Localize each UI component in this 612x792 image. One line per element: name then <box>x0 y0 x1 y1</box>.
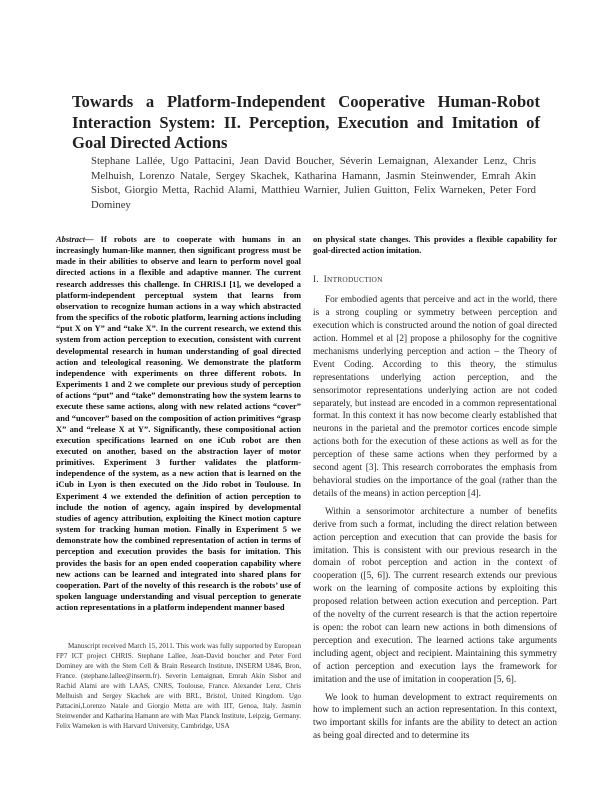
section-rest: NTRODUCTION <box>327 275 383 285</box>
section-number: I. <box>313 274 319 285</box>
paragraph-3: We look to human development to extract requirements on how to implement such an action representation. In this context, two important skills for infants are the ability to detect an action as being goal directed and to determine its <box>313 692 557 742</box>
abstract-continued: on physical state changes. This provides a flexible capability for goal-directed action imitation. <box>313 234 557 256</box>
abstract-body: If robots are to cooperate with humans in an increasingly human-like manner, then significant progress must be made in their abilities to observe and learn to perform novel goal directed actions in a flexible and adaptive manner. The current research addresses this challenge. In CHRIS.I [1], we developed a platform-independent perceptual system that learns from observation to recognize human actions in a way which abstracted from the specifics of the robotic platform, learning actions including “put X on Y” and “take X”. In the current research, we extend this system from action perception to execution, consistent with current developmental research in human understanding of goal directed action and teleological reasoning. We demonstrate the platform independence with experiments on three different robots. In Experiments 1 and 2 we complete our previous study of perception of actions “put” and “take” demonstrating how the system learns to execute these same actions, along with new related actions “cover” and “uncover” based on the composition of action primitives “grasp X” and “release X at Y”. Significantly, these compositional action execution specifications learned on one iCub robot are then executed on another, based on the abstraction layer of motor primitives. Experiment 3 further validates the platform-independence of the system, as a new action that is learned on the iCub in Lyon is then executed on the Jido robot in Toulouse. In Experiment 4 we extended the definition of action perception to include the notion of agency, again inspired by developmental studies of agency attribution, exploiting the Kinect motion capture system for tracking human motion. Finally in Experiment 5 we demonstrate how the combined representation of action in terms of perception and execution provides the basis for imitation. This provides the basis for an open ended cooperation capability where new actions can be learned and integrated into shared plans for cooperation. Part of the novelty of this research is the robots’ use of spoken language understanding and visual perception to generate action representations in a platform independent manner based <box>56 234 301 613</box>
right-column <box>313 234 557 743</box>
section-initial: I <box>323 274 328 285</box>
abstract <box>56 234 301 613</box>
paper-title: Towards a Platform-Independent Cooperative Human-Robot Interaction System: II. Perception, Execution and Imitation of Goal Directed Actions <box>72 92 540 152</box>
author-list: Stephane Lallée, Ugo Pattacini, Jean David Boucher, Séverin Lemaignan, Alexander Lenz, Chris Melhuish, Lorenzo Natale, Sergey Skachek, Katharina Hamann, Jasmin Steinwender, Emrah Akin Sisbot, Giorgio Metta, Rachid Alami, Matthieu Warnier, Julien Guitton, Felix Warneken, Peter Ford Dominey <box>91 155 536 211</box>
left-column <box>56 234 301 613</box>
abstract-lead: Abstract— <box>56 234 94 244</box>
paragraph-2: Within a sensorimotor architecture a number of benefits derive from such a format, including the direct relation between action perception and execution that can provide the basis for imitation. This is consistent with our previous research in the domain of robot perception and action in the context of cooperation ([5, 6]). The current research extends our previous work on the learning of composite actions by exploiting this proposed relation between action execution and perception. Part of the novelty of the current research is that the action repertoire is open: the robot can learn new actions in both dimensions of perception and execution. The learned actions take arguments including agent, object and recipient. Maintaining this symmetry of action perception and execution lays the framework for imitation and the use of imitation in cooperation [5, 6]. <box>313 506 557 685</box>
footnote-text: Manuscript received March 15, 2011. This work was fully supported by European FP7 ICT project CHRIS. Stephane Lallee, Jean-David boucher and Peter Ford Dominey are with the Stem Cell & Brain Research Institute, INSERM U846, Bron, France. (stephane.lallee@inserm.fr). Severin Lemaignan, Emrah Akin Sisbot and Rachid Alami are with LAAS, CNRS, Toulouse, France. Alexander Lenz, Chris Melhuish and Sergey Skachek are with BRL, Bristol, United Kingdom. Ugo Pattacini,Lorenzo Natale and Giorgio Metta are with IIT, Genoa, Italy. Jasmin Steinwender and Katharina Hamann are with Max Planck Institute, Leipzig, Germany. Felix Warneken is with Harvard University, Cambridge, USA <box>56 642 301 730</box>
footnote <box>56 642 301 732</box>
section-heading <box>313 273 557 286</box>
paragraph-1: For embodied agents that perceive and act in the world, there is a strong coupling or symmetry between perception and execution which is constructed around the notion of goal directed action. Hommel et al [2] propose a philosophy for the cognitive mechanisms underlying perception and action – the Theory of Event Coding. According to this theory, the stimulus representations underlying action perception, and the sensorimotor representations underlying action are not coded separately, but instead are encoded in a common representational format. In this context it has now become clearly established that neurons in the parietal and the premotor cortices encode simple actions both for the execution of these actions as well as for the perception of these same actions when they performed by a second agent [3]. This research corroborates the emphasis from behavioral studies on the importance of the goal (rather than the details of the means) in action perception [4]. <box>313 295 557 499</box>
